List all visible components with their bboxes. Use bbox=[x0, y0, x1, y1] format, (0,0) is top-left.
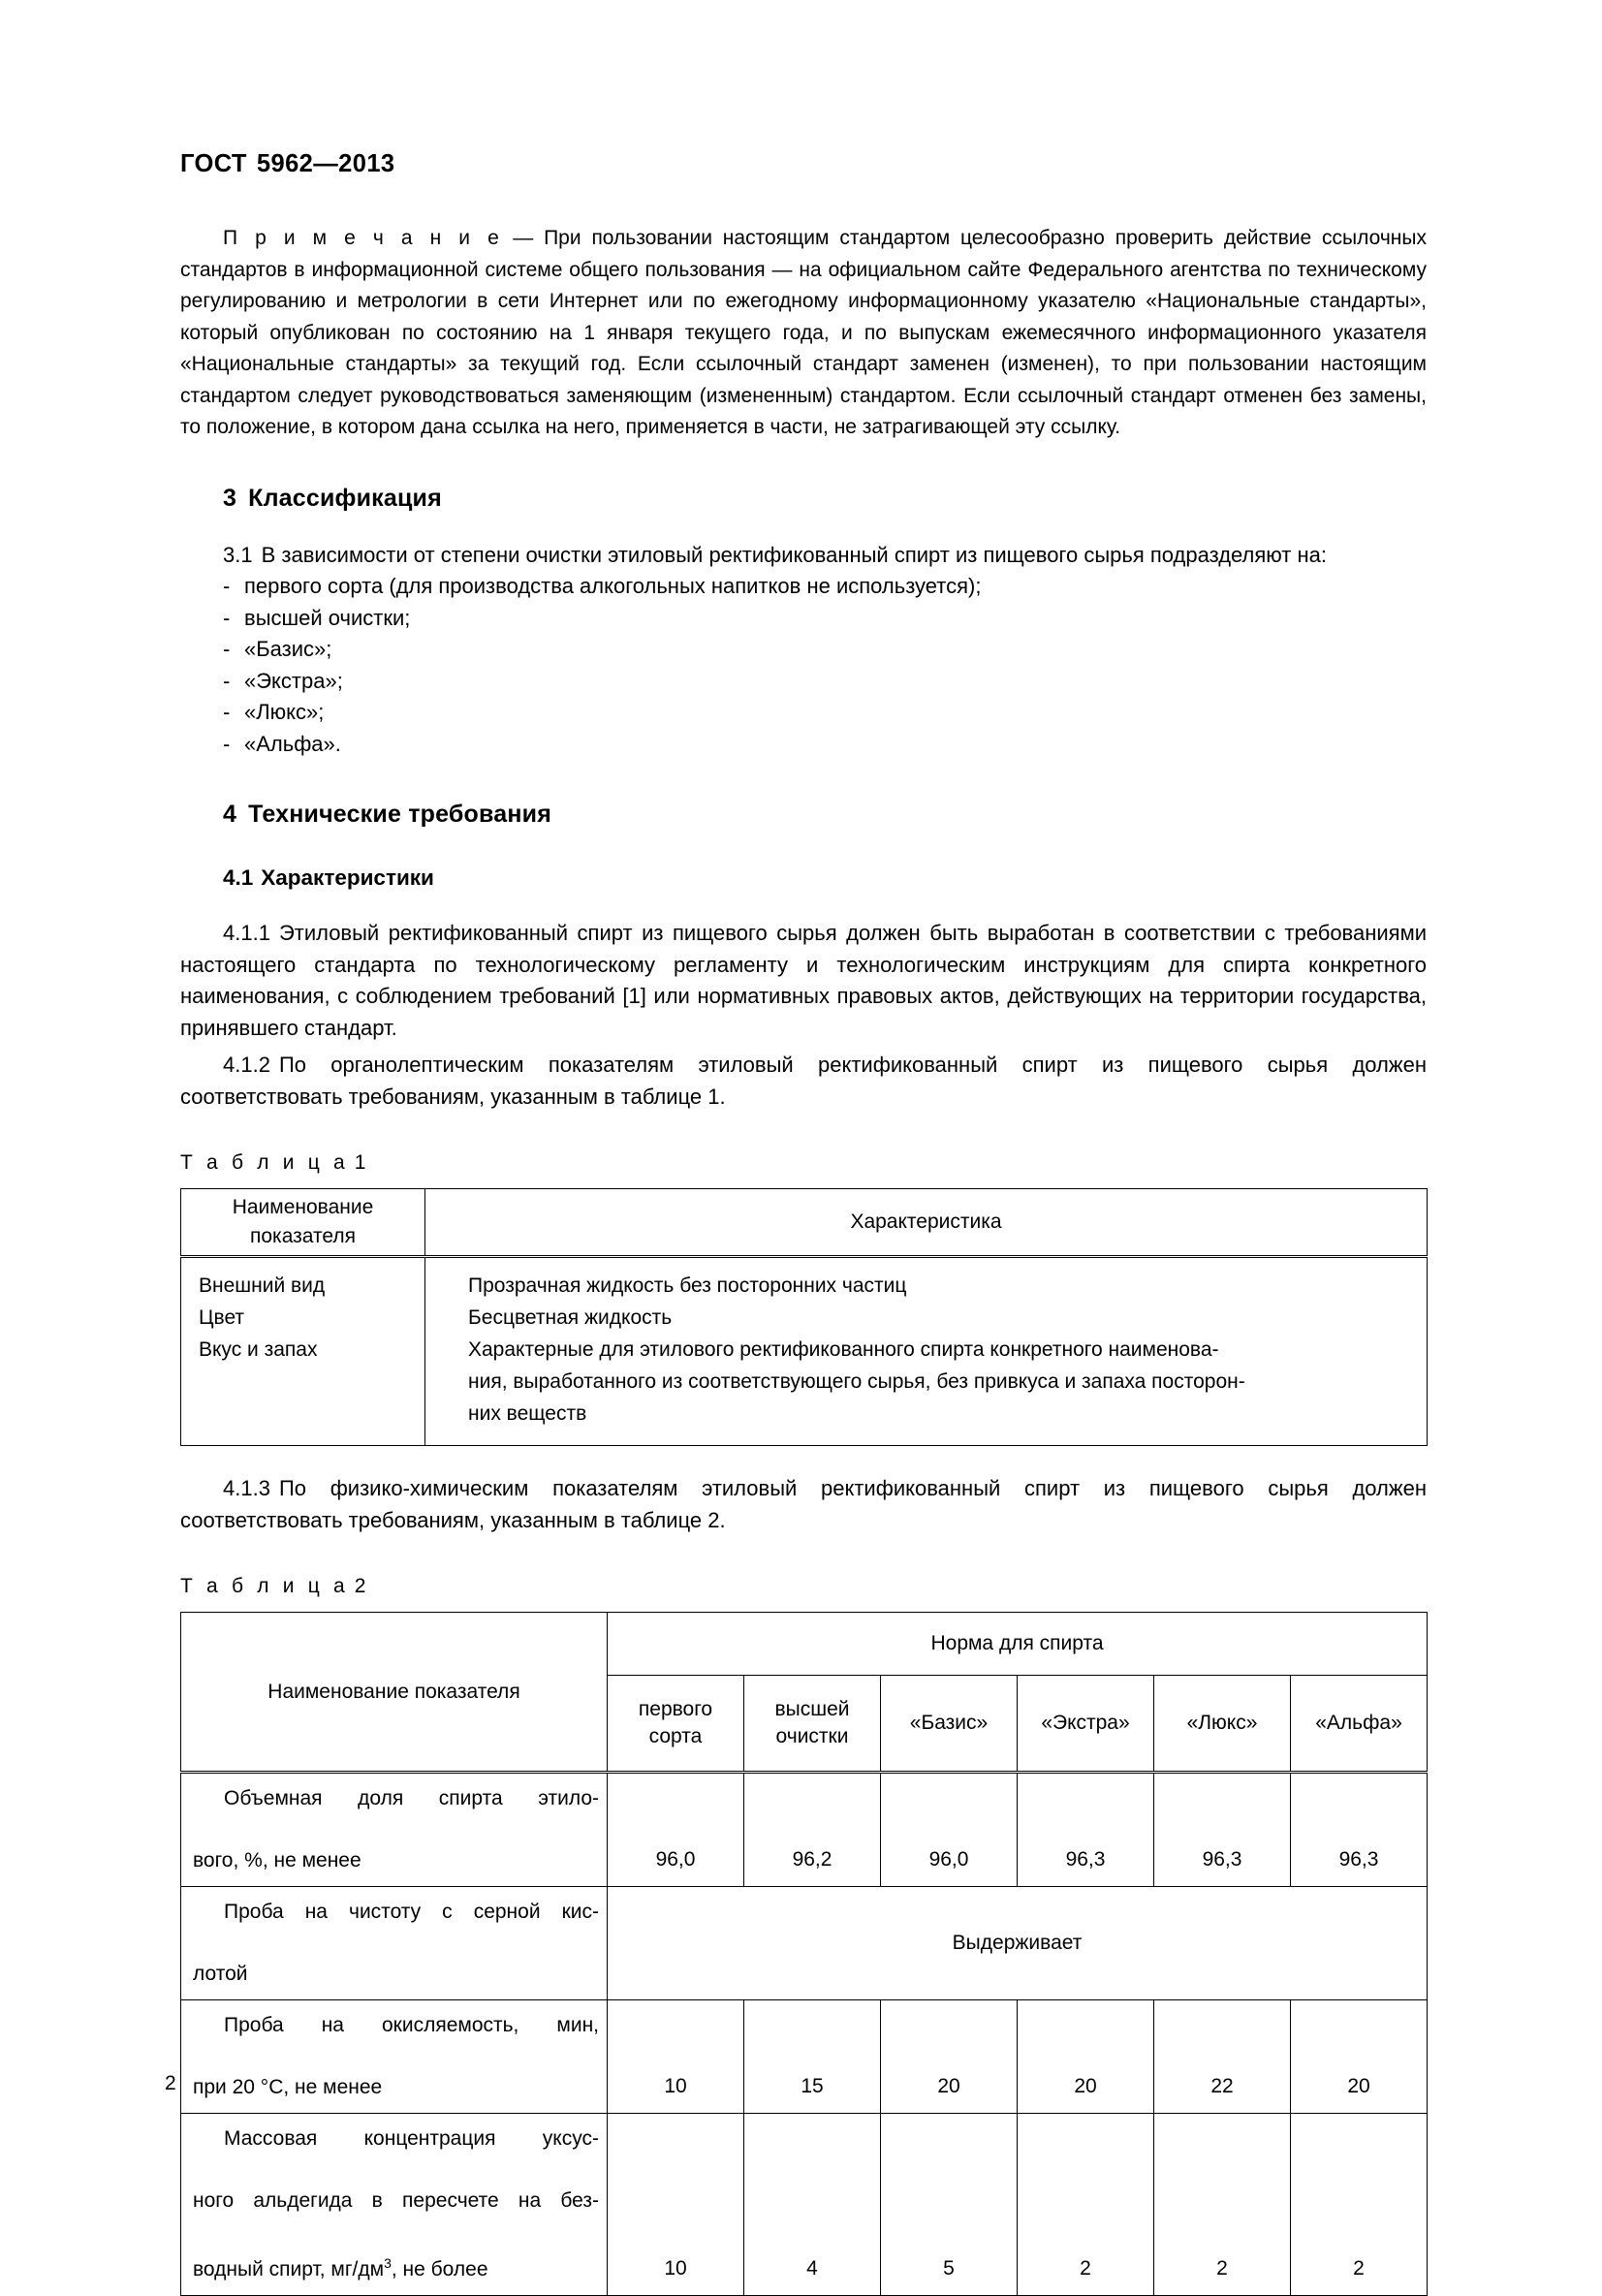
table-2-row-3-value-0: 10 bbox=[608, 2114, 744, 2296]
table-2-row-3-value-1: 4 bbox=[744, 2114, 881, 2296]
table-1-value-0: Прозрачная жидкость без посторонних частиц bbox=[468, 1274, 907, 1297]
table-2-row-0-value-1: 96,2 bbox=[744, 1773, 881, 1887]
clause-4-1-2-text: По органолептическим показателям этиловый ректификованный спирт из пищевого сырья должен соответствовать требованиям, указанным в таблице 1. bbox=[180, 1053, 1427, 1109]
table-1-caption-number: 1 bbox=[354, 1151, 366, 1174]
table-2-row-0-value-3: 96,3 bbox=[1018, 1773, 1154, 1887]
table-1-col-header-name: Наименование показателя bbox=[181, 1189, 425, 1257]
standard-designation: ГОСТ bbox=[180, 150, 247, 177]
table-2-row-1-name-line-2: лотой bbox=[193, 1963, 248, 1985]
table-2-row-2-value-1: 15 bbox=[744, 2000, 881, 2114]
document-header bbox=[180, 150, 1427, 178]
table-2-row-3-value-2: 5 bbox=[881, 2114, 1018, 2296]
table-row bbox=[181, 2000, 1428, 2114]
list-item: - «Базис»; bbox=[180, 634, 1427, 666]
table-1-value-2-line-1: Характерные для этилового ректификованного спирта конкретного наименова- bbox=[468, 1338, 1219, 1361]
note-body: При пользовании настоящим стандартом целесообразно проверить действие ссылочных стандартов в информационной системе общего пользования — на официальном сайте Федерального агентства по техническому регулированию и метрологии в сети Интернет или по ежегодному информационному указателю «Национальные стандарты», который опубликован по состоянию на 1 января текущего года, и по выпускам ежемесячного информационного указателя «Национальные стандарты» за текущий год. Если ссылочный стандарт заменен (изменен), то при пользовании настоящим стандартом следует руководствоваться заменяющим (измененным) стандартом. Если ссылочный стандарт отменен без замены, то положение, в котором дана ссылка на него, применяется в части, не затрагивающей эту ссылку. bbox=[180, 227, 1427, 438]
table-2-row-3-value-4: 2 bbox=[1154, 2114, 1291, 2296]
table-row bbox=[181, 1773, 1428, 1887]
table-row bbox=[181, 1257, 1428, 1446]
clause-3-1 bbox=[180, 540, 1427, 572]
page-number: 2 bbox=[165, 2072, 176, 2094]
clause-3-1-text: В зависимости от степени очистки этиловый ректификованный спирт из пищевого сырья подразделяют на: bbox=[261, 542, 1327, 567]
clause-4-1-2-number: 4.1.2 bbox=[223, 1053, 270, 1077]
table-2-row-0-name bbox=[181, 1773, 608, 1887]
list-item: - «Люкс»; bbox=[180, 697, 1427, 729]
section-3-number: 3 bbox=[223, 484, 237, 512]
table-2-col-header-bazis: «Базис» bbox=[881, 1676, 1018, 1773]
table-2-row-0-name-line-2: вого, %, не менее bbox=[193, 1849, 361, 1871]
subsection-4-1-title: Характеристики bbox=[261, 865, 434, 890]
section-4-heading bbox=[180, 801, 1427, 829]
table-2-row-0-value-5: 96,3 bbox=[1291, 1773, 1428, 1887]
table-2-row-0-value-4: 96,3 bbox=[1154, 1773, 1291, 1887]
subsection-4-1-heading bbox=[180, 865, 1427, 891]
section-3-heading bbox=[180, 485, 1427, 513]
clause-3-1-number: 3.1 bbox=[223, 542, 253, 567]
table-1-caption bbox=[180, 1151, 1427, 1175]
table-row bbox=[181, 1887, 1428, 2000]
table-2-col-header-alfa: «Альфа» bbox=[1291, 1676, 1428, 1773]
table-2-col-header-pervogo-sorta: первого сорта bbox=[608, 1676, 744, 1773]
table-1-value-2-line-2: ния, выработанного из соответствующего сырья, без привкуса и запаха посторон- bbox=[468, 1370, 1245, 1393]
table-1-value-1: Бесцветная жидкость bbox=[468, 1306, 673, 1329]
clause-4-1-1 bbox=[180, 918, 1427, 1044]
table-2-row-2-value-0: 10 bbox=[608, 2000, 744, 2114]
note-dash: — bbox=[502, 227, 545, 249]
note-label: П р и м е ч а н и е bbox=[223, 227, 503, 249]
clause-4-1-3-text: По физико-химическим показателям этиловый ректификованный спирт из пищевого сырья должен соответствовать требованиям, указанным в таблице 2. bbox=[180, 1476, 1427, 1532]
table-2-row-1-name bbox=[181, 1887, 608, 2000]
table-2-row-2-value-4: 22 bbox=[1154, 2000, 1291, 2114]
table-2-row-0-value-0: 96,0 bbox=[608, 1773, 744, 1887]
section-3-title: Классификация bbox=[248, 484, 442, 512]
table-1-name-1: Цвет bbox=[199, 1306, 245, 1329]
table-1-caption-word: Т а б л и ц а bbox=[180, 1151, 349, 1174]
subsection-4-1-number: 4.1 bbox=[223, 865, 254, 890]
clause-4-1-1-text: Этиловый ректификованный спирт из пищевого сырья должен быть выработан в соответствии с требованиями настоящего стандарта по технологическому регламенту и технологическим инструкциям для спирта конкретного наименования, с соблюдением требований [1] или нормативных правовых актов, действующих на территории государства, принявшего стандарт. bbox=[180, 921, 1427, 1040]
table-2-row-3-name-line-3: водный спирт, $мг/дм^3$, не более bbox=[193, 2255, 488, 2280]
section-4-title: Технические требования bbox=[248, 801, 552, 828]
table-2-col-header-group: Норма для спирта bbox=[608, 1613, 1428, 1676]
table-2-row-3-value-5: 2 bbox=[1291, 2114, 1428, 2296]
list-item: - «Альфа». bbox=[180, 729, 1427, 761]
table-2-col-header-lyuks: «Люкс» bbox=[1154, 1676, 1291, 1773]
standard-number: 5962—2013 bbox=[256, 150, 395, 177]
clause-4-1-3-number: 4.1.3 bbox=[223, 1476, 270, 1500]
table-2-caption-number: 2 bbox=[354, 1575, 366, 1597]
table-2-col-header-ekstra: «Экстра» bbox=[1018, 1676, 1154, 1773]
clause-4-1-3 bbox=[180, 1473, 1427, 1536]
table-2-row-2-value-5: 20 bbox=[1291, 2000, 1428, 2114]
table-row bbox=[181, 2114, 1428, 2296]
list-item: - первого сорта (для производства алкогольных напитков не используется); bbox=[180, 571, 1427, 603]
classification-list bbox=[180, 571, 1427, 760]
table-2-row-2-name-line-2: при 20 °С, не менее bbox=[193, 2076, 383, 2098]
table-2-row-3-name-line-2: ного альдегида в пересчете на без- bbox=[193, 2189, 599, 2212]
table-1-value-2-line-3: них веществ bbox=[468, 1402, 587, 1425]
table-2-col-header-name: Наименование показателя bbox=[181, 1613, 608, 1773]
table-1-values-cell bbox=[425, 1257, 1428, 1446]
table-2-caption-word: Т а б л и ц а bbox=[180, 1575, 349, 1597]
note-paragraph bbox=[180, 223, 1427, 444]
clause-4-1-1-number: 4.1.1 bbox=[223, 921, 270, 945]
table-1-header-row bbox=[181, 1189, 1428, 1257]
table-2-row-2-value-2: 20 bbox=[881, 2000, 1018, 2114]
table-1-names-cell bbox=[181, 1257, 425, 1446]
table-2-row-2-name-line-1: Проба на окисляемость, мин, bbox=[224, 2014, 599, 2036]
table-2-row-1-span-value: Выдерживает bbox=[608, 1887, 1428, 2000]
table-1 bbox=[180, 1188, 1428, 1446]
page-content bbox=[180, 150, 1427, 2296]
table-1-name-2: Вкус и запах bbox=[199, 1338, 318, 1361]
table-2-row-2-value-3: 20 bbox=[1018, 2000, 1154, 2114]
table-2-header-row-1 bbox=[181, 1613, 1428, 1676]
table-2-row-3-value-3: 2 bbox=[1018, 2114, 1154, 2296]
table-2-row-0-name-line-1: Объемная доля спирта этило- bbox=[224, 1787, 599, 1809]
table-2-row-0-value-2: 96,0 bbox=[881, 1773, 1018, 1887]
table-2-caption bbox=[180, 1575, 1427, 1598]
list-item: - «Экстра»; bbox=[180, 666, 1427, 698]
table-2-row-1-name-line-1: Проба на чистоту с серной кис- bbox=[224, 1901, 599, 1923]
table-1-col-header-characteristic: Характеристика bbox=[425, 1189, 1428, 1257]
table-2-row-2-name bbox=[181, 2000, 608, 2114]
table-2-row-3-name-line-1: Массовая концентрация уксус- bbox=[224, 2127, 599, 2150]
table-2-row-3-name bbox=[181, 2114, 608, 2296]
table-1-name-0: Внешний вид bbox=[199, 1274, 326, 1297]
clause-4-1-2 bbox=[180, 1050, 1427, 1113]
section-4-number: 4 bbox=[223, 801, 237, 828]
table-2 bbox=[180, 1612, 1428, 2296]
table-2-col-header-vysshey-ochistki: высшей очистки bbox=[744, 1676, 881, 1773]
list-item: - высшей очистки; bbox=[180, 603, 1427, 635]
